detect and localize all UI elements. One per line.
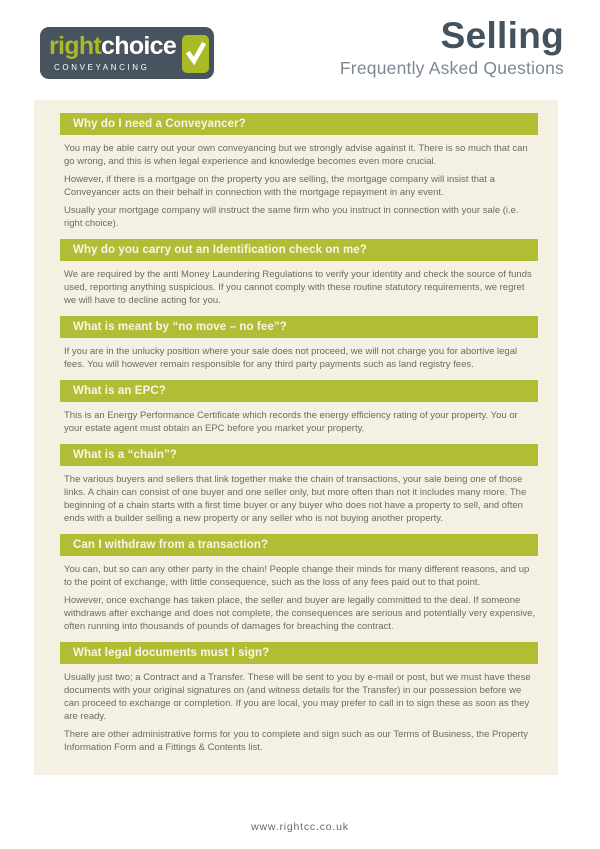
check-icon [186, 40, 206, 68]
faq-answer-paragraph: The various buyers and sellers that link together make the chain of transactions, your sale being one of those links. A chain can consist of one buyer and one seller only, but more often than not it includes many more. The beginning of a chain starts with a first time buyer or any buyer who does not have a property to sell, and often ends with a builder selling a new property or any seller who is not buying another property. [64, 474, 527, 524]
header-titles [340, 16, 564, 79]
faq-answer-paragraph: Usually your mortgage company will instruct the same firm who you instruct in connection with your sale (i.e. right choice). [64, 205, 519, 229]
faq-question-bar: What is meant by “no move – no fee”? [60, 316, 538, 338]
brand-name [49, 32, 176, 61]
brand-name-right: right [49, 32, 102, 60]
faq-answer-paragraph: However, if there is a mortgage on the property you are selling, the mortgage company will insist that a Conveyancer acts on their behalf in connection with the mortgage repayment in any event. [64, 174, 495, 198]
page-subtitle: Frequently Asked Questions [339, 58, 564, 78]
faq-section-chain [60, 444, 538, 525]
faq-question-bar: What legal documents must I sign? [60, 642, 538, 664]
faq-answer-paragraph: If you are in the unlucky position where your sale does not proceed, we will not charge you for abortive legal fees. You will however remain responsible for any third party payments such as land registry fees. [64, 346, 518, 370]
brand-name-choice: choice [101, 32, 177, 60]
faq-question-bar: Why do I need a Conveyancer? [60, 113, 538, 135]
brand-tagline: CONVEYANCING [54, 63, 150, 72]
faq-section-identification [60, 239, 538, 307]
check-badge [182, 35, 209, 73]
faq-section-epc [60, 380, 538, 435]
page-title: Selling [440, 15, 564, 56]
faq-section-withdraw [60, 534, 538, 633]
faq-answer-paragraph: This is an Energy Performance Certificate which records the energy efficiency rating of your property. You or your estate agent must obtain an EPC before you market your property. [64, 410, 518, 434]
faq-section-conveyancer [60, 113, 538, 230]
faq-answer-paragraph: You may be able carry out your own conveyancing but we strongly advise against it. There is so much that can go wrong, and this is when legal experience and knowledge becomes even more crucial. [64, 143, 528, 167]
faq-answer-paragraph: We are required by the anti Money Laundering Regulations to verify your identity and check the source of funds used, reporting anything suspicious. If you cannot comply with these routine statutory requirements, we regret we will have to decline acting for you. [64, 269, 532, 306]
faq-answer-paragraph: Usually just two; a Contract and a Transfer. These will be sent to you by e-mail or post, but we must have these documents with your original signatures on (and witness details for the Transfer) in our possession before we can proceed to exchange or completion. If you are local, you may prefer to call in to sign these as soon as they are ready. [64, 672, 531, 722]
faq-section-legal-documents [60, 642, 538, 754]
page-footer [0, 817, 600, 835]
faq-answer-paragraph: There are other administrative forms for you to complete and sign such as our Terms of Business, the Property Information Form and a Fittings & Contents list. [64, 729, 528, 753]
faq-panel [34, 100, 558, 775]
faq-section-no-move-no-fee [60, 316, 538, 371]
footer-url: www.rightcc.co.uk [251, 821, 349, 833]
faq-answer-paragraph: You can, but so can any other party in the chain! People change their minds for many different reasons, and up to the point of exchange, with little consequence, such as the loss of any fees paid out to that point. [64, 564, 530, 588]
faq-answer-paragraph: However, once exchange has taken place, the seller and buyer are legally committed to the deal. If someone withdraws after exchange and does not complete, the consequences are serious and potentially very expensive, often running into thousands of pounds of damages for breaching the contract. [64, 595, 536, 632]
faq-question-bar: Can I withdraw from a transaction? [60, 534, 538, 556]
faq-question-bar: Why do you carry out an Identification check on me? [60, 239, 538, 261]
faq-question-bar: What is a “chain”? [60, 444, 538, 466]
faq-question-bar: What is an EPC? [60, 380, 538, 402]
brand-logo [40, 27, 214, 79]
